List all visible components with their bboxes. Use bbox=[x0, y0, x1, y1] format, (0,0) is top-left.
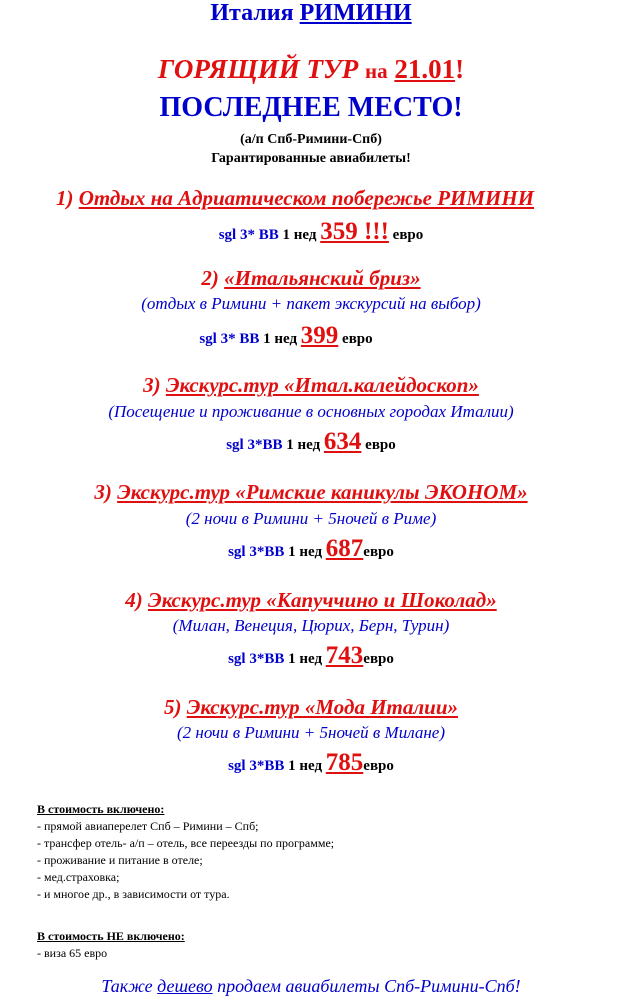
city-label: РИМИНИ bbox=[299, 0, 412, 26]
hot-tour-headline bbox=[0, 54, 622, 85]
hot-tour-on: на bbox=[365, 59, 388, 83]
tour-2-title bbox=[0, 266, 622, 291]
tour-1-duration: 1 нед bbox=[282, 227, 317, 243]
tour-2-desc: (отдых в Римини + пакет экскурсий на выбор) bbox=[141, 294, 481, 313]
hot-tour-label: ГОРЯЩИЙ ТУР bbox=[157, 54, 359, 84]
tour-3-price: 634 bbox=[323, 428, 362, 455]
tour-5-currency: евро bbox=[363, 651, 394, 667]
tour-1-price-line bbox=[10, 218, 622, 246]
tour-5-duration: 1 нед bbox=[288, 651, 323, 667]
tour-1-currency: евро bbox=[392, 227, 424, 243]
list-item: - виза 65 евро bbox=[37, 946, 108, 960]
tour-2-price-line bbox=[0, 322, 597, 350]
tour-6-name[interactable]: Экскурс.тур «Мода Италии» bbox=[186, 695, 459, 719]
tour-4-room: sgl 3*BB bbox=[228, 544, 285, 560]
hot-tour-date: 21.01 bbox=[394, 54, 456, 84]
tour-6-duration: 1 нед bbox=[288, 758, 323, 774]
tour-1-name[interactable]: Отдых на Адриатическом побережье РИМИНИ bbox=[78, 186, 535, 210]
list-item: - и многое др., в зависимости от тура. bbox=[37, 887, 230, 901]
country-label: Италия bbox=[210, 0, 294, 26]
route-line: (а/п Спб-Римини-Спб) bbox=[240, 132, 382, 147]
tour-3-title bbox=[0, 373, 622, 398]
tour-2-duration: 1 нед bbox=[263, 331, 298, 347]
tour-4-title bbox=[0, 480, 622, 505]
tour-3-price-line bbox=[0, 428, 622, 456]
tour-4-number: 3) bbox=[94, 480, 112, 504]
tour-2-name[interactable]: «Итальянский бриз» bbox=[224, 266, 421, 290]
footer-before: Также bbox=[101, 976, 153, 996]
last-seat-headline: ПОСЛЕДНЕЕ МЕСТО! bbox=[159, 92, 463, 123]
footer-after: продаем авиабилеты Спб-Римини-Спб! bbox=[217, 976, 521, 996]
tour-1-room: sgl 3* BB bbox=[218, 227, 279, 243]
page-title bbox=[0, 0, 622, 27]
tour-6-title bbox=[0, 695, 622, 720]
footer-note bbox=[0, 976, 622, 997]
list-item: - проживание и питание в отеле; bbox=[37, 853, 203, 867]
tour-3-room: sgl 3*BB bbox=[226, 437, 283, 453]
tour-4-desc: (2 ночи в Римини + 5ночей в Риме) bbox=[185, 509, 437, 528]
tour-3-desc: (Посещение и проживание в основных городах Италии) bbox=[108, 402, 514, 421]
list-item: - трансфер отель- а/п – отель, все переезды по программе; bbox=[37, 836, 335, 850]
tour-4-price: 687 bbox=[325, 535, 364, 562]
tour-2-price: 399 bbox=[300, 322, 339, 349]
hot-tour-excl: ! bbox=[455, 54, 465, 84]
tour-3-name[interactable]: Экскурс.тур «Итал.калейдоскоп» bbox=[165, 373, 479, 397]
list-item: - прямой авиаперелет Спб – Римини – Спб; bbox=[37, 819, 259, 833]
tour-6-currency: евро bbox=[363, 758, 394, 774]
tour-4-price-line bbox=[0, 535, 622, 563]
tour-1-price: 359 !!! bbox=[320, 218, 389, 245]
tour-5-name[interactable]: Экскурс.тур «Капуччино и Шоколад» bbox=[148, 588, 497, 612]
tour-5-desc: (Милан, Венеция, Цюрих, Берн, Турин) bbox=[172, 616, 450, 635]
tour-4-duration: 1 нед bbox=[288, 544, 323, 560]
tour-5-room: sgl 3*BB bbox=[228, 651, 285, 667]
tour-1-title bbox=[0, 186, 606, 211]
tour-5-number: 4) bbox=[125, 588, 143, 612]
tour-1-number: 1) bbox=[55, 186, 74, 210]
tour-6-price-line bbox=[0, 749, 622, 777]
tour-6-room: sgl 3*BB bbox=[228, 758, 285, 774]
tour-2-room: sgl 3* BB bbox=[199, 331, 260, 347]
tour-4-name[interactable]: Экскурс.тур «Римские каникулы ЭКОНОМ» bbox=[117, 480, 528, 504]
not-included-title: В стоимость НЕ включено: bbox=[37, 929, 185, 943]
tour-3-duration: 1 нед bbox=[286, 437, 321, 453]
tour-6-price: 785 bbox=[325, 749, 364, 776]
tour-5-price-line bbox=[0, 642, 622, 670]
tour-5-price: 743 bbox=[325, 642, 364, 669]
tour-6-desc: (2 ночи в Римини + 5ночей в Милане) bbox=[177, 723, 445, 742]
list-item: - мед.страховка; bbox=[37, 870, 120, 884]
tour-2-currency: евро bbox=[342, 331, 373, 347]
tour-3-number: 3) bbox=[143, 373, 161, 397]
tour-5-title bbox=[0, 588, 622, 613]
guarantee-line: Гарантированные авиабилеты! bbox=[211, 151, 411, 166]
included-title: В стоимость включено: bbox=[37, 802, 165, 816]
tour-3-currency: евро bbox=[365, 437, 396, 453]
not-included-list bbox=[37, 928, 185, 962]
footer-link[interactable]: дешево bbox=[157, 976, 213, 996]
tour-2-number: 2) bbox=[201, 266, 219, 290]
tour-6-number: 5) bbox=[163, 695, 182, 719]
tour-4-currency: евро bbox=[363, 544, 394, 560]
included-list bbox=[37, 801, 334, 903]
